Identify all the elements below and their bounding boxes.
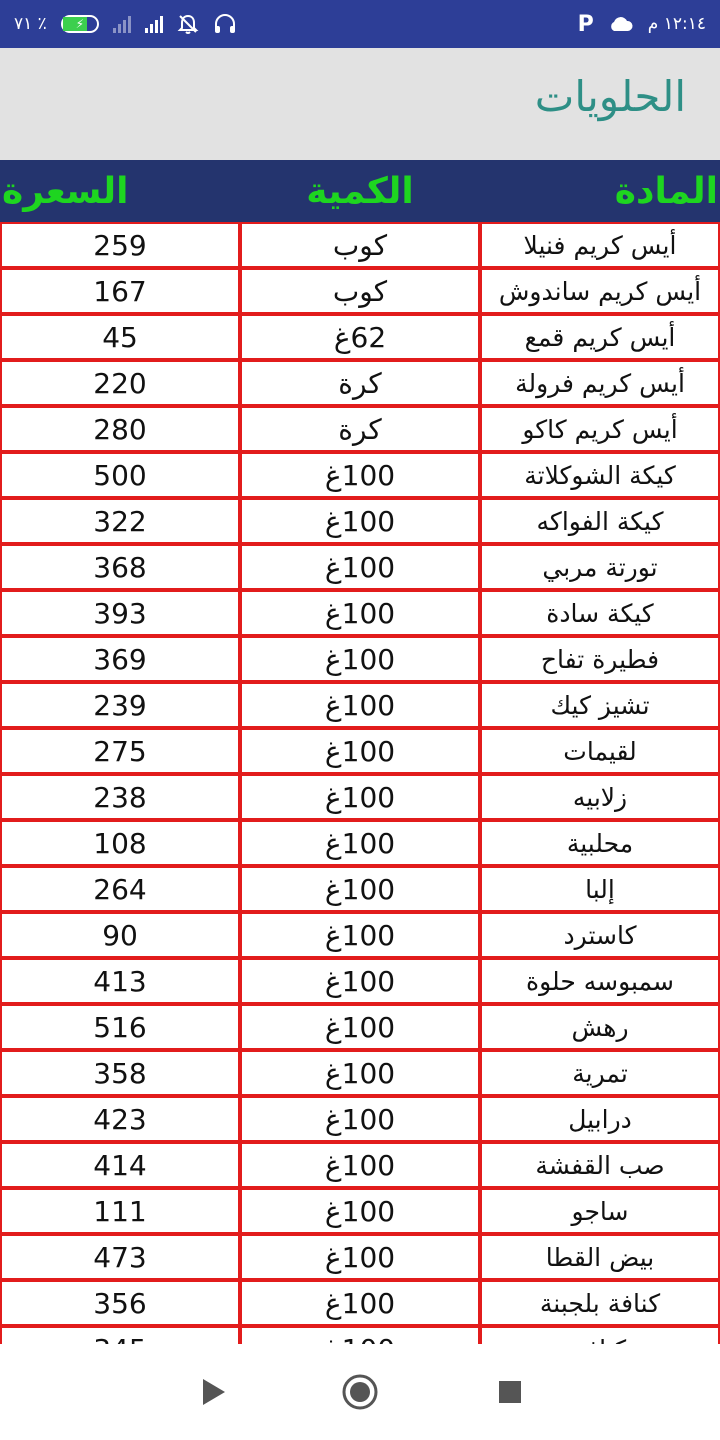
item-name-cell: سمبوسه حلوة (480, 958, 720, 1004)
calories-cell: 368 (0, 544, 240, 590)
status-bar-right (578, 12, 706, 37)
quantity-cell: كرة (240, 360, 480, 406)
table-body (0, 222, 720, 1372)
charging-bolt-icon: ⚡ (75, 17, 85, 31)
home-button[interactable] (342, 1374, 378, 1410)
item-name-cell: فطيرة تفاح (480, 636, 720, 682)
item-name-cell: ساجو (480, 1188, 720, 1234)
quantity-cell: 100غ (240, 912, 480, 958)
table-row[interactable] (0, 1280, 720, 1326)
cloud-icon (608, 16, 634, 32)
calories-cell: 280 (0, 406, 240, 452)
table-row[interactable] (0, 820, 720, 866)
table-row[interactable] (0, 590, 720, 636)
quantity-cell: 100غ (240, 498, 480, 544)
back-triangle-icon (201, 1377, 227, 1407)
quantity-cell: 100غ (240, 820, 480, 866)
back-button[interactable] (196, 1374, 232, 1410)
table-row[interactable] (0, 1234, 720, 1280)
quantity-cell: 100غ (240, 774, 480, 820)
quantity-cell: 100غ (240, 636, 480, 682)
calories-cell: 369 (0, 636, 240, 682)
item-name-cell: كاسترد (480, 912, 720, 958)
table-row[interactable] (0, 866, 720, 912)
calories-cell: 167 (0, 268, 240, 314)
table-row[interactable] (0, 452, 720, 498)
quantity-cell: 100غ (240, 1096, 480, 1142)
quantity-cell: 100غ (240, 728, 480, 774)
table-row[interactable] (0, 1188, 720, 1234)
battery-percent: ٧١ ٪ (14, 14, 47, 34)
status-bar (0, 0, 720, 48)
quantity-cell: 100غ (240, 1188, 480, 1234)
quantity-cell: كرة (240, 406, 480, 452)
calories-cell: 516 (0, 1004, 240, 1050)
table-row[interactable] (0, 636, 720, 682)
item-name-cell: تورتة مربي (480, 544, 720, 590)
table-row[interactable] (0, 912, 720, 958)
page-title: الحلويات (534, 72, 686, 121)
quantity-cell: 100غ (240, 958, 480, 1004)
quantity-cell: 100غ (240, 1142, 480, 1188)
table-row[interactable] (0, 222, 720, 268)
bell-off-icon (177, 13, 199, 35)
clock: ١٢:١٤ م (647, 14, 706, 34)
calories-cell: 473 (0, 1234, 240, 1280)
column-header-item: المادة (614, 170, 718, 212)
quantity-cell: 100غ (240, 1234, 480, 1280)
home-circle-icon (341, 1373, 379, 1411)
notification-badge: P (577, 11, 594, 37)
calories-cell: 259 (0, 222, 240, 268)
calories-cell: 393 (0, 590, 240, 636)
calories-cell: 322 (0, 498, 240, 544)
column-header-quantity: الكمية (306, 170, 414, 212)
signal-2-icon (145, 15, 163, 33)
calories-cell: 45 (0, 314, 240, 360)
item-name-cell: كيكة الشوكلاتة (480, 452, 720, 498)
calories-cell: 220 (0, 360, 240, 406)
table-header (0, 160, 720, 222)
item-name-cell: كيكة الفواكه (480, 498, 720, 544)
recent-square-icon (497, 1379, 523, 1405)
item-name-cell: أيس كريم قمع (480, 314, 720, 360)
item-name-cell: كنافة بلجبنة (480, 1280, 720, 1326)
item-name-cell: تمرية (480, 1050, 720, 1096)
table-row[interactable] (0, 406, 720, 452)
table-row[interactable] (0, 544, 720, 590)
quantity-cell: 100غ (240, 1050, 480, 1096)
calories-cell: 414 (0, 1142, 240, 1188)
item-name-cell: أيس كريم ساندوش (480, 268, 720, 314)
calories-cell: 500 (0, 452, 240, 498)
item-name-cell: بيض القطا (480, 1234, 720, 1280)
calories-cell: 275 (0, 728, 240, 774)
calories-cell: 264 (0, 866, 240, 912)
table-row[interactable] (0, 774, 720, 820)
item-name-cell: لقيمات (480, 728, 720, 774)
item-name-cell: محلبية (480, 820, 720, 866)
calories-cell: 239 (0, 682, 240, 728)
app-bar (0, 48, 720, 160)
table-row[interactable] (0, 1004, 720, 1050)
item-name-cell: كيكة سادة (480, 590, 720, 636)
calories-cell: 423 (0, 1096, 240, 1142)
calories-cell: 90 (0, 912, 240, 958)
quantity-cell: 100غ (240, 866, 480, 912)
item-name-cell: إلبا (480, 866, 720, 912)
quantity-cell: كوب (240, 268, 480, 314)
calories-cell: 358 (0, 1050, 240, 1096)
item-name-cell: صب القفشة (480, 1142, 720, 1188)
item-name-cell: زلابيه (480, 774, 720, 820)
table-row[interactable] (0, 314, 720, 360)
signal-1-icon (113, 15, 131, 33)
table-row[interactable] (0, 268, 720, 314)
column-header-calories: السعرة (1, 170, 129, 212)
table-row[interactable] (0, 958, 720, 1004)
navigation-bar (0, 1344, 720, 1440)
table-row[interactable] (0, 728, 720, 774)
table-row[interactable] (0, 360, 720, 406)
recent-apps-button[interactable] (492, 1374, 528, 1410)
calories-cell: 413 (0, 958, 240, 1004)
quantity-cell: كوب (240, 222, 480, 268)
calories-cell: 238 (0, 774, 240, 820)
battery-icon (61, 15, 99, 33)
table-row[interactable] (0, 1096, 720, 1142)
item-name-cell: رهش (480, 1004, 720, 1050)
calories-cell: 108 (0, 820, 240, 866)
item-name-cell: أيس كريم فرولة (480, 360, 720, 406)
table-row[interactable] (0, 1050, 720, 1096)
quantity-cell: 100غ (240, 1004, 480, 1050)
item-name-cell: تشيز كيك (480, 682, 720, 728)
item-name-cell: أيس كريم فنيلا (480, 222, 720, 268)
calories-cell: 356 (0, 1280, 240, 1326)
quantity-cell: 62غ (240, 314, 480, 360)
quantity-cell: 100غ (240, 1280, 480, 1326)
table-row[interactable] (0, 498, 720, 544)
quantity-cell: 100غ (240, 590, 480, 636)
status-bar-left (14, 13, 237, 35)
calorie-table[interactable] (0, 222, 720, 1344)
item-name-cell: أيس كريم كاكو (480, 406, 720, 452)
quantity-cell: 100غ (240, 682, 480, 728)
table-row[interactable] (0, 682, 720, 728)
table-row[interactable] (0, 1142, 720, 1188)
quantity-cell: 100غ (240, 544, 480, 590)
item-name-cell: درابيل (480, 1096, 720, 1142)
quantity-cell: 100غ (240, 452, 480, 498)
headphones-icon (213, 13, 237, 35)
calories-cell: 111 (0, 1188, 240, 1234)
